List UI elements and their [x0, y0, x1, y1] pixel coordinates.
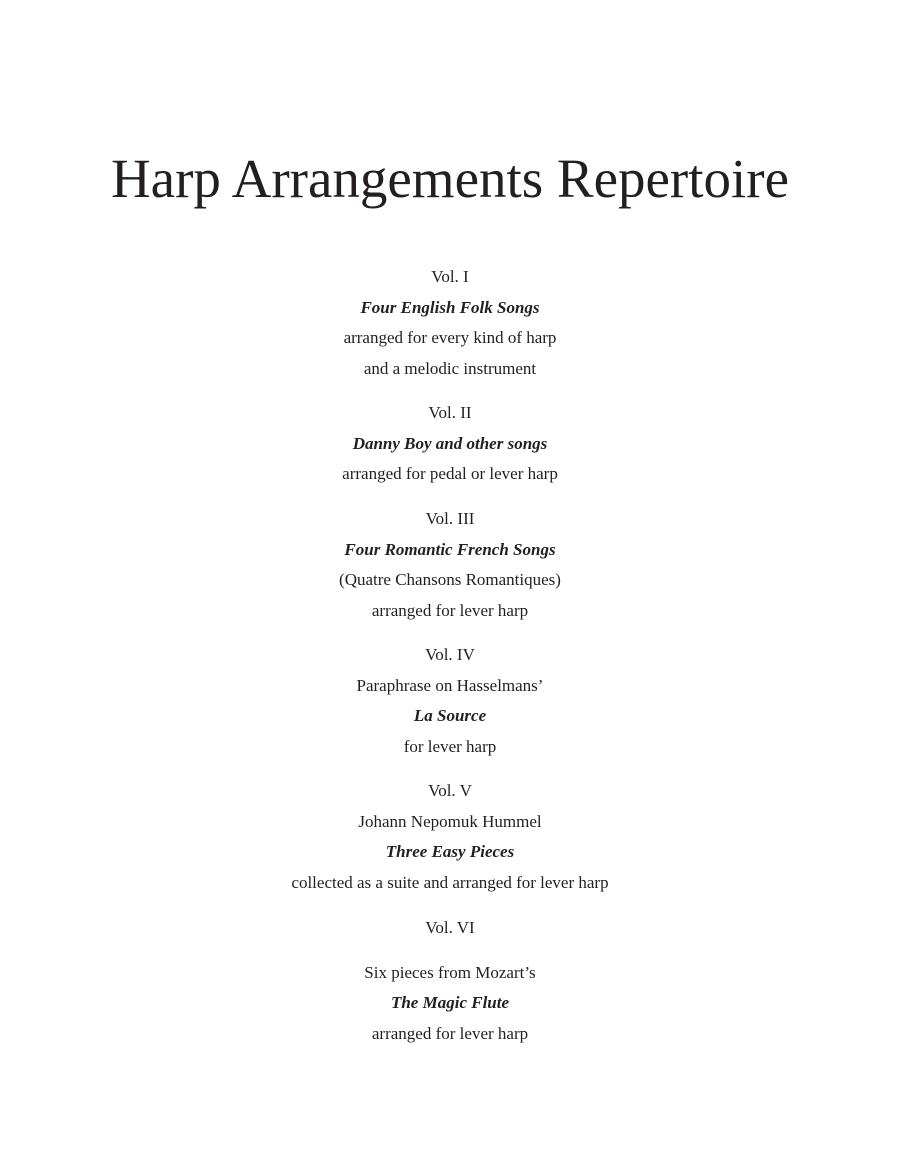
work-title: La Source: [413, 706, 487, 725]
volume-1: [0, 262, 900, 384]
volume-2: [0, 398, 900, 490]
work-title: The Magic Flute: [390, 993, 510, 1012]
volume-label: Vol. II: [428, 403, 472, 422]
work-title: Three Easy Pieces: [385, 842, 515, 861]
volume-6: [0, 913, 900, 1049]
volume-label: Vol. I: [431, 267, 469, 286]
work-intro: Six pieces from Mozart’s: [364, 962, 536, 982]
volume-3: [0, 504, 900, 626]
description-line: and a melodic instrument: [363, 358, 537, 378]
description-line: collected as a suite and arranged for lever harp: [291, 872, 609, 892]
volume-label: Vol. III: [425, 509, 475, 528]
description-line: arranged for pedal or lever harp: [342, 464, 558, 483]
description-line: arranged for lever harp: [371, 600, 529, 620]
volume-label: Vol. VI: [425, 918, 475, 937]
description-line: arranged for every kind of harp: [343, 328, 557, 347]
work-title: Four English Folk Songs: [360, 297, 540, 317]
work-intro: Johann Nepomuk Hummel: [358, 811, 542, 831]
page-title: Harp Arrangements Repertoire: [110, 148, 790, 209]
work-title: Four Romantic French Songs: [344, 539, 556, 559]
spacer: [0, 944, 900, 958]
description-line: for lever harp: [403, 736, 497, 756]
volume-label: Vol. IV: [425, 645, 475, 664]
description-line: (Quatre Chansons Romantiques): [339, 570, 561, 589]
volume-5: [0, 776, 900, 898]
work-title: Danny Boy and other songs: [352, 433, 548, 453]
work-intro: Paraphrase on Hasselmans’: [356, 675, 544, 695]
volume-label: Vol. V: [428, 781, 472, 800]
volume-4: [0, 640, 900, 762]
description-line: arranged for lever harp: [371, 1023, 529, 1043]
